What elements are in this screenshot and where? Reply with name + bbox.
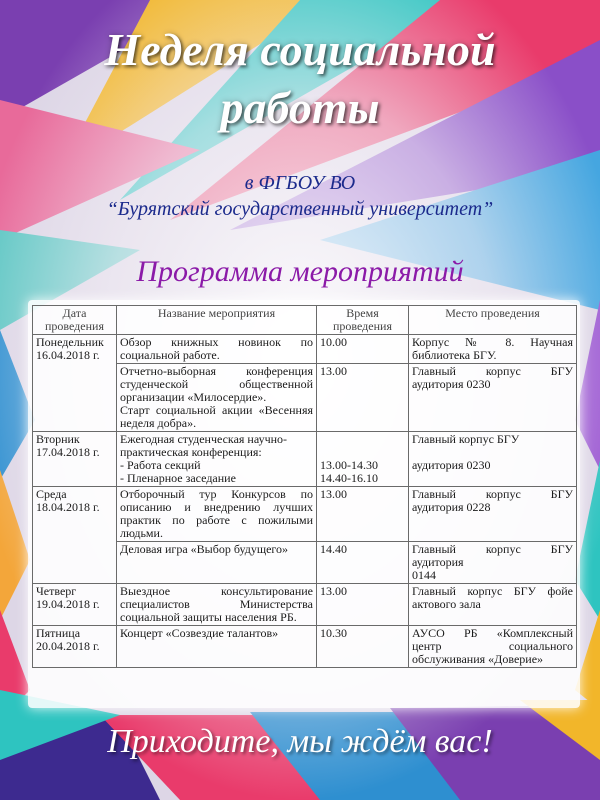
day-date: 20.04.2018 г. (36, 639, 100, 653)
event-place: Главный корпус БГУ (412, 432, 520, 446)
event-name: Деловая игра «Выбор будущего» (117, 542, 317, 584)
table-row (33, 487, 577, 542)
day-cell (33, 432, 117, 487)
day-name: Вторник (36, 432, 80, 446)
event-time-cell (317, 432, 409, 487)
event-name: Отчетно-выборная конференция студенческой общественной организации «Милосердие». (120, 364, 313, 404)
schedule-table (32, 305, 577, 668)
day-cell (33, 335, 117, 432)
event-place: Главный корпус БГУ аудитория (412, 542, 573, 569)
program-title: Программа мероприятий (136, 255, 464, 288)
poster-title-line2: работы (220, 82, 380, 133)
table-row (33, 584, 577, 626)
event-name: Выездное консультирование специалистов Министерства социальной защиты населения РБ. (117, 584, 317, 626)
event-time: 14.40-16.10 (320, 471, 378, 485)
event-name: Обзор книжных новинок по социальной работе. (117, 335, 317, 364)
event-place: Главный корпус БГУ аудитория 0230 (409, 364, 577, 432)
spacer (320, 433, 405, 459)
header-place: Место проведения (409, 306, 577, 335)
event-sub-item: - Пленарное заседание (120, 471, 236, 485)
table-header-row (33, 306, 577, 335)
event-time: 13.00 (317, 487, 409, 542)
event-place-room: 0144 (412, 568, 436, 582)
event-place-cell (409, 542, 577, 584)
university-line1: в ФГБОУ ВО (244, 172, 356, 194)
header-date: Дата проведения (33, 306, 117, 335)
event-place: Корпус № 8. Научная библиотека БГУ. (409, 335, 577, 364)
event-time: 10.30 (317, 626, 409, 668)
event-time: 10.00 (317, 335, 409, 364)
day-name: Пятница (36, 626, 81, 640)
event-place-cell (409, 432, 577, 487)
event-time: 13.00 (317, 584, 409, 626)
university-line2: “Бурятский государственный университет” (106, 198, 494, 220)
day-cell (33, 626, 117, 668)
event-name: Ежегодная студенческая научно-практическая конференция: (120, 432, 288, 459)
day-date: 19.04.2018 г. (36, 597, 100, 611)
event-time: 13.00-14.30 (320, 458, 378, 472)
header-name: Название мероприятия (117, 306, 317, 335)
table-row (33, 335, 577, 364)
day-cell (33, 487, 117, 584)
event-name-cell (117, 364, 317, 432)
event-name: Отборочный тур Конкурсов по описанию и внедрению лучших практик по работе с пожилыми людьми. (117, 487, 317, 542)
event-place-room: аудитория 0230 (412, 458, 491, 472)
event-time: 13.00 (317, 364, 409, 432)
poster-title-line1: Неделя социальной (104, 24, 496, 75)
event-place: Главный корпус БГУ фойе актового зала (409, 584, 577, 626)
event-place: Главный корпус БГУ аудитория 0228 (409, 487, 577, 542)
day-date: 16.04.2018 г. (36, 348, 100, 362)
day-name: Среда (36, 487, 67, 501)
event-place: АУСО РБ «Комплексный центр социального обслуживания «Доверие» (409, 626, 577, 668)
header-time: Время проведения (317, 306, 409, 335)
day-name: Четверг (36, 584, 77, 598)
event-name-cell (117, 432, 317, 487)
invitation-footer: Приходите, мы ждём вас! (107, 723, 493, 760)
day-cell (33, 584, 117, 626)
event-sub-item: - Работа секций (120, 458, 201, 472)
table-row (33, 626, 577, 668)
day-name: Понедельник (36, 335, 104, 349)
event-name-extra: Старт социальной акции «Весенняя неделя добра». (120, 403, 313, 430)
table-row (33, 432, 577, 487)
day-date: 17.04.2018 г. (36, 445, 100, 459)
day-date: 18.04.2018 г. (36, 500, 100, 514)
event-time: 14.40 (317, 542, 409, 584)
event-name: Концерт «Созвездие талантов» (117, 626, 317, 668)
